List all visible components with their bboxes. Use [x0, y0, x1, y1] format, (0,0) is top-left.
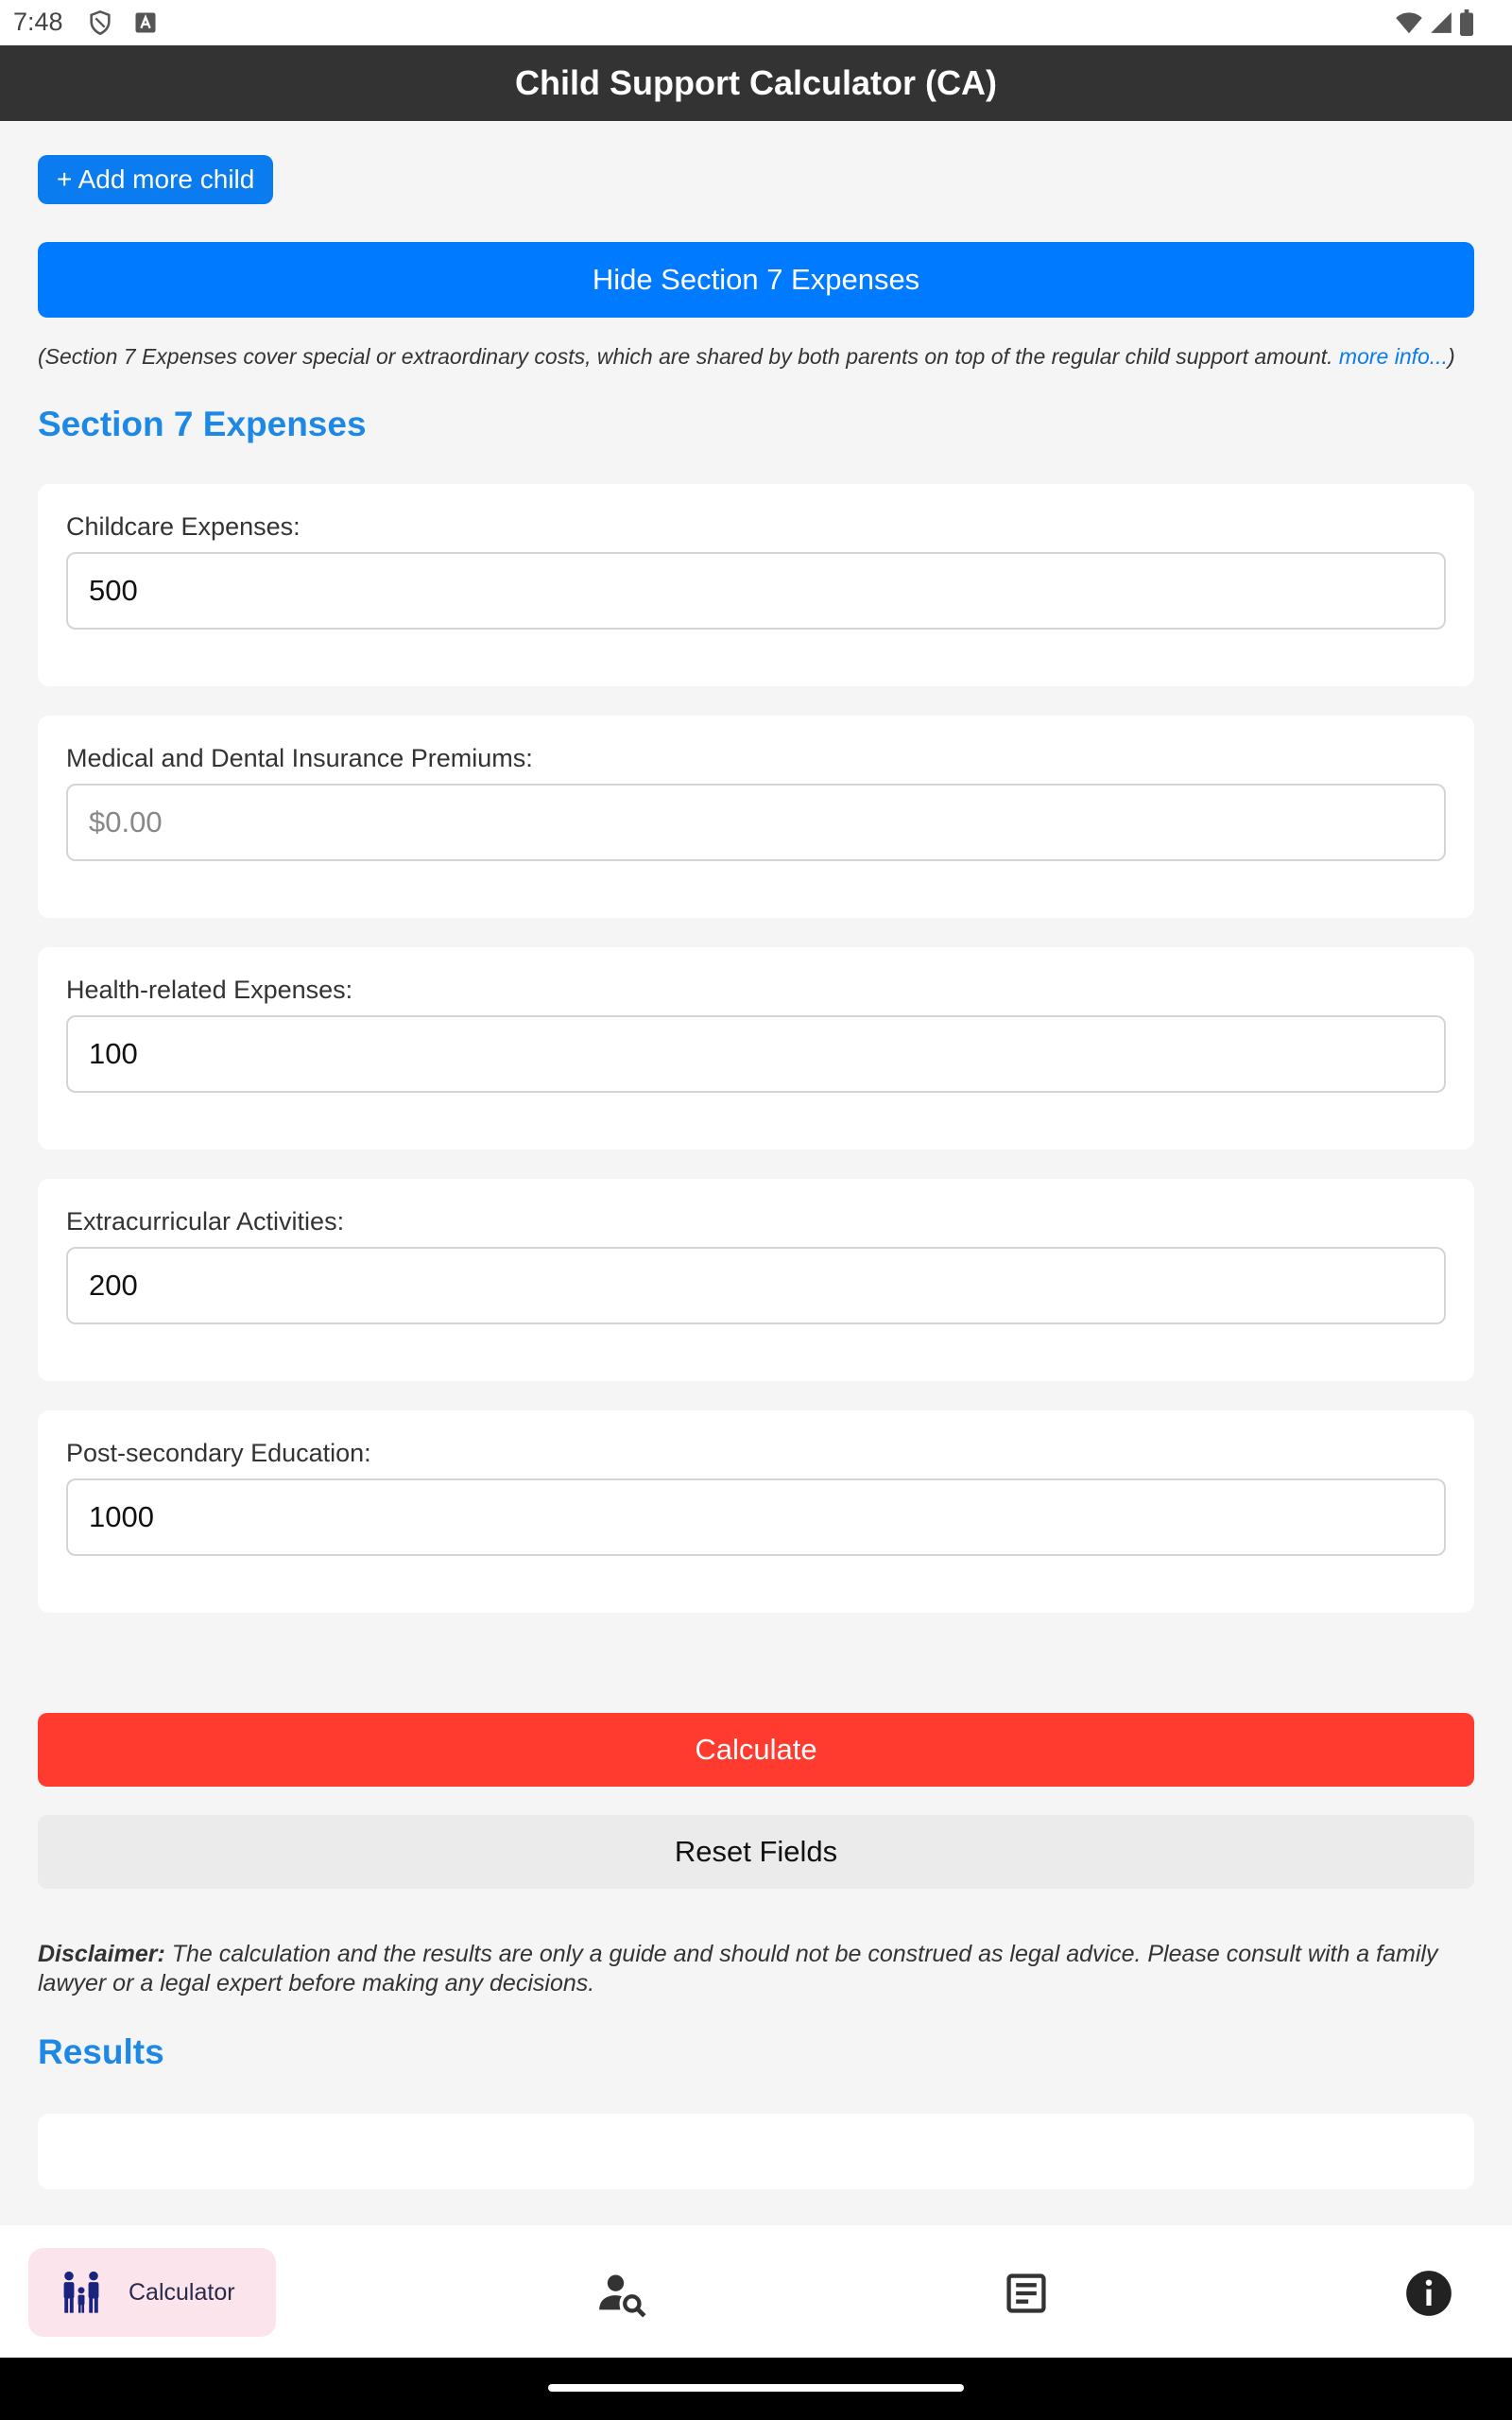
- health-related-label: Health-related Expenses:: [66, 976, 353, 1004]
- extracurricular-input[interactable]: 200: [66, 1247, 1446, 1324]
- wifi-icon: [1395, 9, 1423, 36]
- childcare-input[interactable]: 500: [66, 552, 1446, 630]
- nav-calculator[interactable]: [28, 2248, 276, 2337]
- health-related-input[interactable]: 100: [66, 1015, 1446, 1093]
- person-search-icon[interactable]: [597, 2269, 646, 2318]
- disclaimer-title: Disclaimer:: [38, 1941, 165, 1967]
- keyboard-a-icon: [132, 9, 159, 36]
- article-icon[interactable]: [1002, 2269, 1051, 2318]
- nav-calculator-label: Calculator: [129, 2278, 235, 2306]
- section7-title: Section 7 Expenses: [38, 405, 367, 443]
- status-time: 7:48: [13, 8, 63, 36]
- section7-note: [38, 344, 1493, 370]
- extracurricular-label: Extracurricular Activities:: [66, 1207, 345, 1236]
- childcare-card: [38, 484, 1474, 686]
- health-related-card: [38, 947, 1474, 1150]
- results-box: [38, 2114, 1474, 2189]
- medical-dental-input[interactable]: $0.00: [66, 784, 1446, 861]
- more-info-link[interactable]: more info...: [1338, 344, 1448, 369]
- disclaimer-text: The calculation and the results are only a guide and should not be construed as legal advice. Please consult with a family lawyer or a legal expert before making any decisions.: [38, 1941, 1438, 1996]
- hide-section7-button[interactable]: Hide Section 7 Expenses: [38, 242, 1474, 318]
- post-secondary-label: Post-secondary Education:: [66, 1439, 371, 1467]
- reset-fields-button[interactable]: Reset Fields: [38, 1815, 1474, 1889]
- section7-note-suffix: ): [1447, 344, 1455, 369]
- battery-icon: [1459, 9, 1474, 36]
- system-nav-bar: [0, 2358, 1512, 2420]
- disclaimer: [38, 1940, 1474, 1998]
- extracurricular-card: [38, 1179, 1474, 1381]
- post-secondary-input[interactable]: 1000: [66, 1478, 1446, 1556]
- childcare-label: Childcare Expenses:: [66, 512, 301, 541]
- calculate-button[interactable]: Calculate: [38, 1713, 1474, 1787]
- section7-note-text: (Section 7 Expenses cover special or extraordinary costs, which are shared by both parents on top of the regular child support amount.: [38, 344, 1339, 369]
- info-icon[interactable]: [1404, 2269, 1453, 2318]
- home-handle[interactable]: [548, 2384, 964, 2392]
- medical-dental-card: [38, 716, 1474, 918]
- signal-icon: [1429, 9, 1453, 36]
- family-icon: [57, 2268, 106, 2317]
- status-bar: [0, 0, 1512, 45]
- shield-icon: [87, 9, 113, 36]
- page-title: Child Support Calculator (CA): [515, 63, 997, 102]
- post-secondary-card: [38, 1410, 1474, 1613]
- medical-dental-label: Medical and Dental Insurance Premiums:: [66, 744, 533, 772]
- results-title: Results: [38, 2032, 164, 2071]
- app-bar: [0, 45, 1512, 121]
- bottom-nav: [0, 2225, 1512, 2358]
- add-child-button[interactable]: + Add more child: [38, 155, 273, 204]
